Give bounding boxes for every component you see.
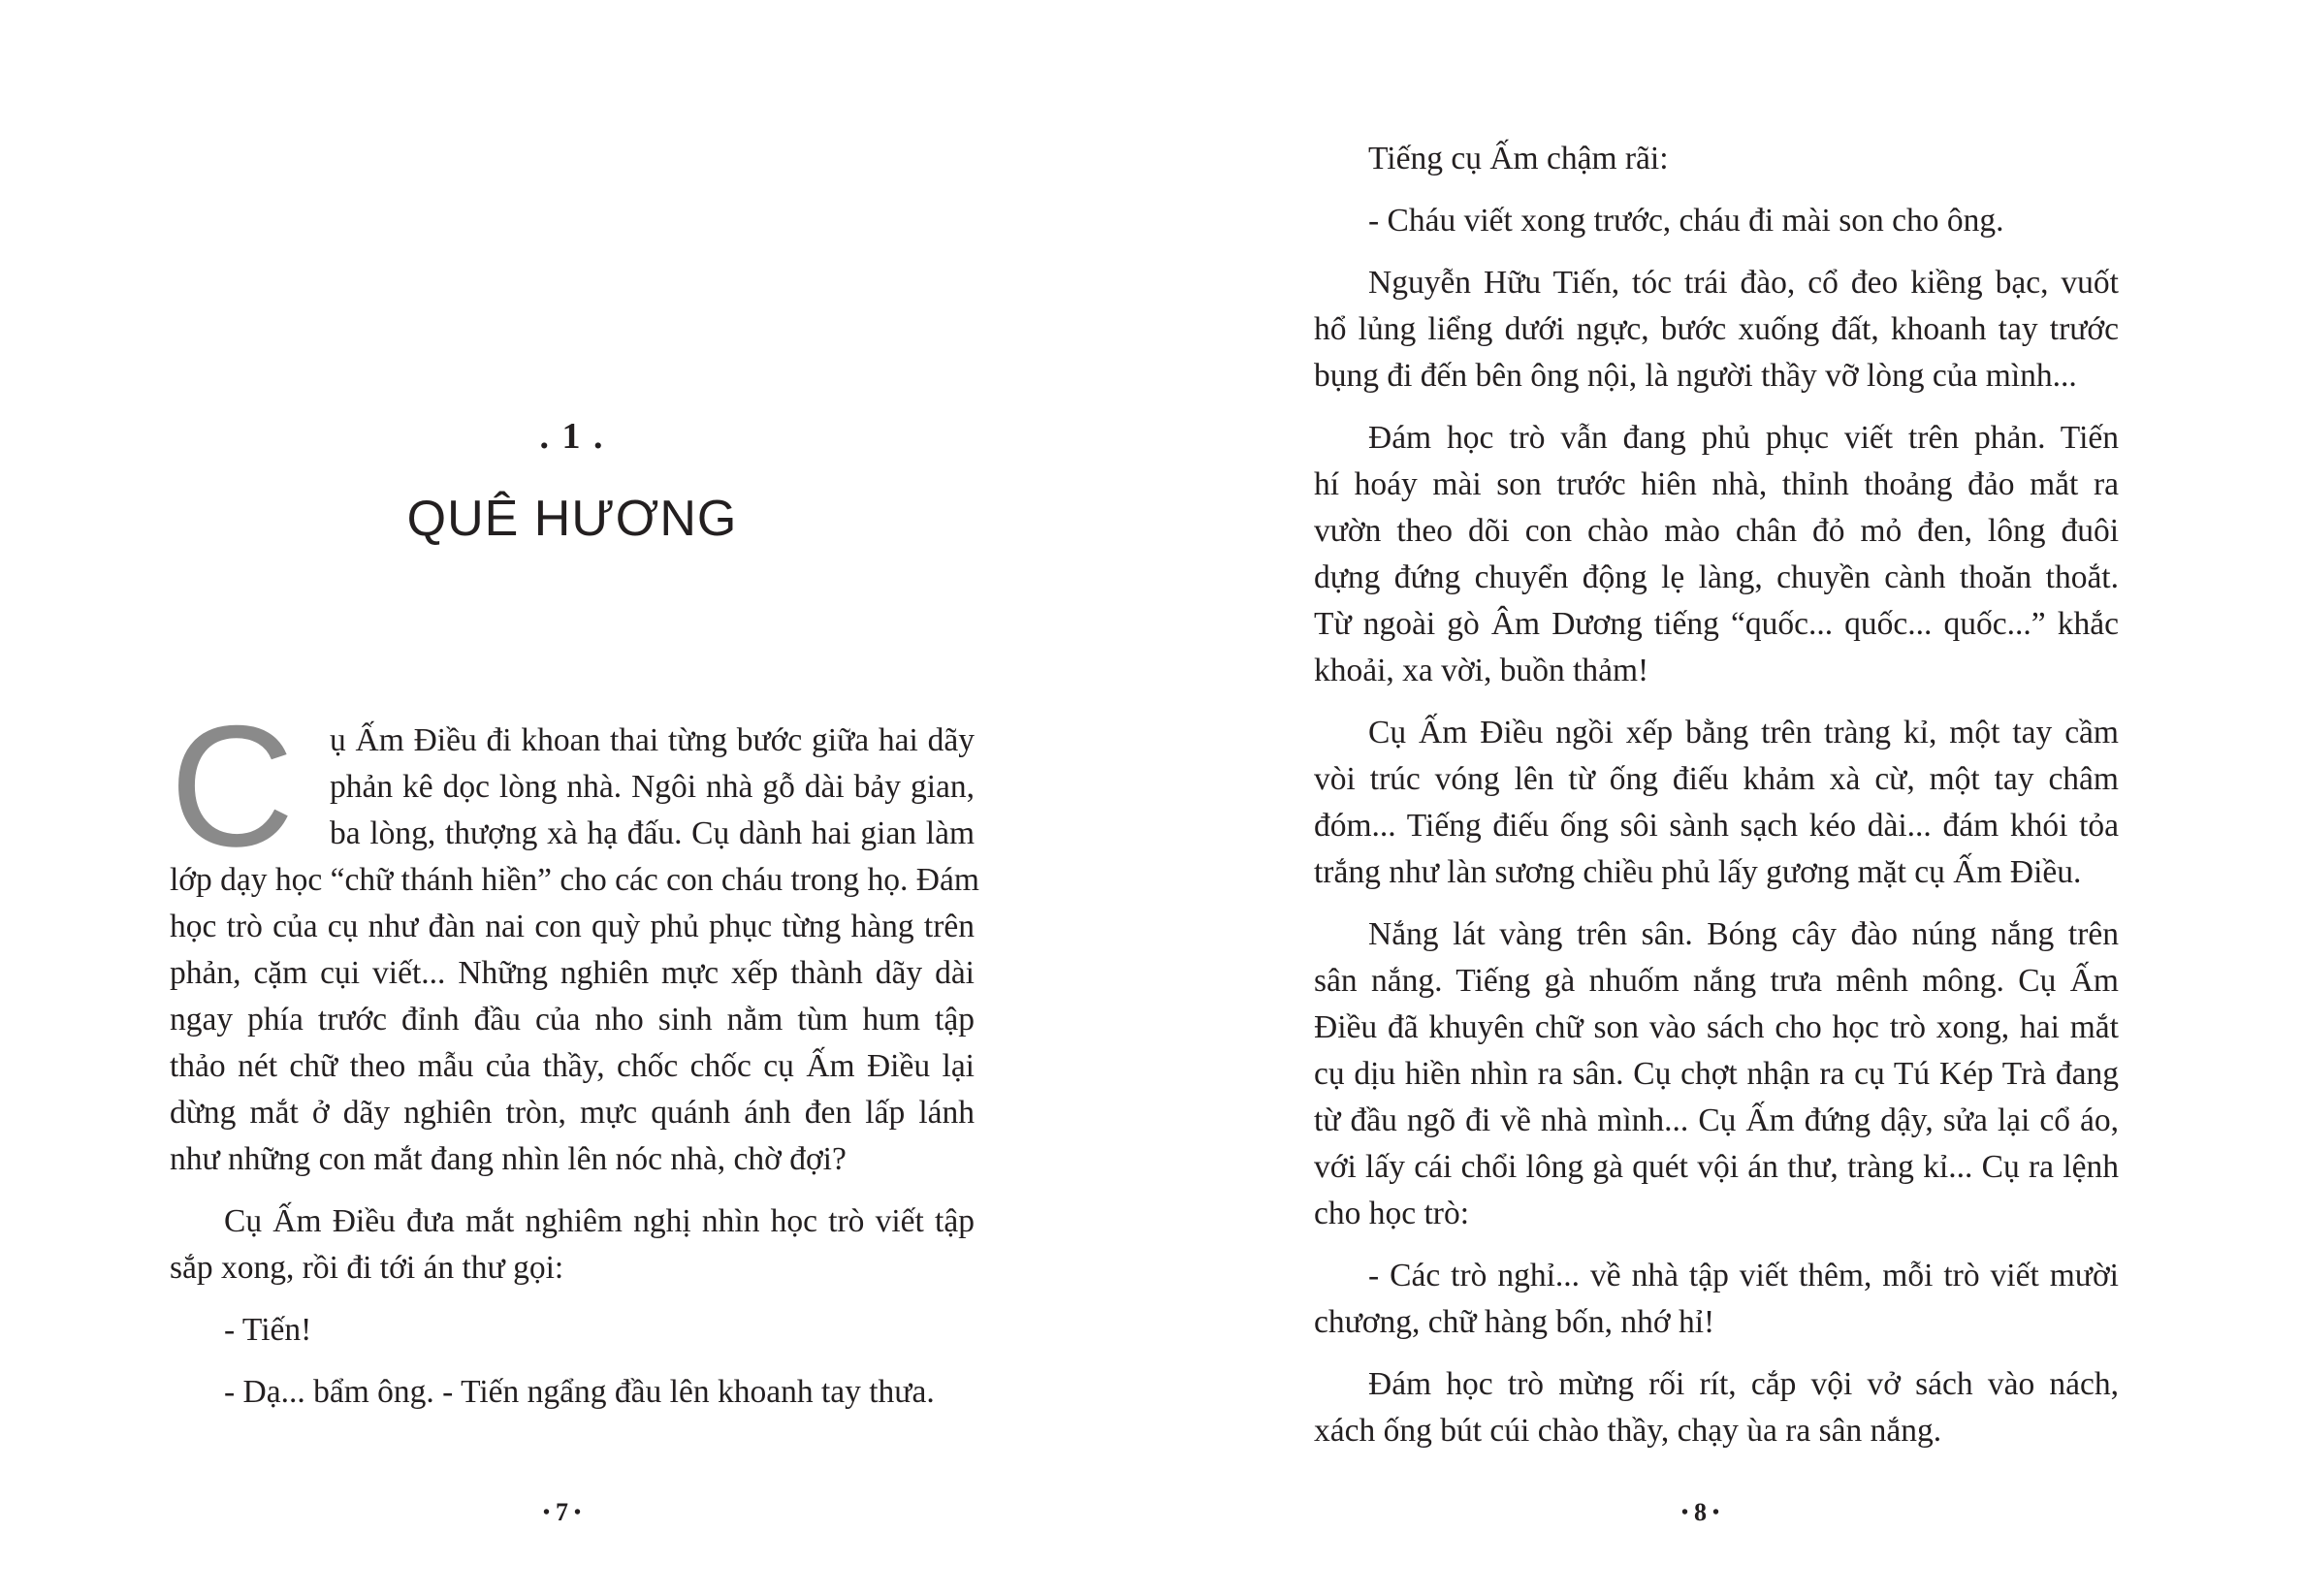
text-line: cụ dịu hiền nhìn ra sân. Cụ chợt nhận ra cụ Tú Kép Trà đang — [1314, 1056, 2119, 1092]
text-line: ụ Ấm Điều đi khoan thai từng bước giữa hai dãy — [330, 722, 975, 758]
text-line: Từ ngoài gò Âm Dương tiếng “quốc... quốc... quốc...” khắc — [1314, 606, 2119, 642]
text-line: phản kê dọc lòng nhà. Ngôi nhà gỗ dài bảy gian, — [330, 769, 975, 805]
text-line: Nắng lát vàng trên sân. Bóng cây đào núng nắng trên — [1368, 916, 2119, 952]
text-line: xách ống bút cúi chào thầy, chạy ùa ra sân nắng. — [1314, 1413, 1942, 1449]
text-line: khoải, xa vời, buồn thảm! — [1314, 653, 1649, 688]
text-line: chương, chữ hàng bốn, nhớ hỉ! — [1314, 1304, 1715, 1340]
text-line: - Tiến! — [224, 1312, 312, 1348]
left-page-text — [170, 718, 979, 1416]
text-line: bụng đi đến bên ông nội, là người thầy vỡ lòng của mình... — [1314, 358, 2077, 394]
text-line: học trò của cụ như đàn nai con quỳ phủ phục từng hàng trên — [170, 909, 975, 944]
text-line: thảo nét chữ theo mẫu của thầy, chốc chốc cụ Ấm Điều lại — [170, 1048, 975, 1084]
text-line: - Cháu viết xong trước, cháu đi mài son cho ông. — [1368, 203, 2004, 239]
text-line: sân nắng. Tiếng gà nhuốm nắng trưa mênh mông. Cụ Ấm — [1314, 963, 2119, 999]
drop-cap: C — [170, 689, 295, 882]
text-line: từ đầu ngõ đi về nhà mình... Cụ Ấm đứng dậy, sửa lại cổ áo, — [1314, 1102, 2119, 1138]
text-line: Đám học trò mừng rối rít, cắp vội vở sách vào nách, — [1368, 1366, 2119, 1402]
text-line: Cụ Ấm Điều ngồi xếp bằng trên tràng kỉ, một tay cầm — [1368, 715, 2119, 750]
text-line: phản, cặm cụi viết... Những nghiên mực xếp thành dãy dài — [170, 955, 975, 991]
text-line: dựng đứng chuyển động lẹ làng, chuyền cành thoăn thoắt. — [1314, 559, 2119, 595]
text-line: vòi trúc vóng lên từ ống điếu khảm xà cừ, một tay châm — [1314, 761, 2119, 797]
chapter-number: . 1 . — [539, 416, 605, 457]
text-line: Nguyễn Hữu Tiến, tóc trái đào, cổ đeo kiềng bạc, vuốt — [1368, 265, 2119, 301]
text-line: hí hoáy mài son trước hiên nhà, thỉnh thoảng đảo mắt ra — [1314, 466, 2119, 502]
text-line: ngay phía trước đỉnh đầu của nho sinh nằm tùm hum tập — [170, 1002, 975, 1037]
text-line: với lấy cái chổi lông gà quét vội án thư, tràng kỉ... Cụ ra lệnh — [1314, 1149, 2119, 1185]
text-line: ba lòng, thượng xà hạ đấu. Cụ dành hai gian làm — [330, 815, 975, 851]
text-line: trắng như làn sương chiều phủ lấy gương mặt cụ Ấm Điều. — [1314, 854, 2082, 890]
text-line: Đám học trò vẫn đang phủ phục viết trên phản. Tiến — [1368, 420, 2119, 456]
page-number: •8• — [1681, 1498, 1726, 1526]
text-line: sắp xong, rồi đi tới án thư gọi: — [170, 1250, 564, 1286]
text-line: Điều đã khuyên chữ son vào sách cho học trò xong, hai mắt — [1314, 1009, 2119, 1045]
text-line: vườn theo dõi con chào mào chân đỏ mỏ đen, lông đuôi — [1314, 513, 2119, 549]
text-line: Cụ Ấm Điều đưa mắt nghiêm nghị nhìn học trò viết tập — [224, 1203, 975, 1239]
text-line: - Các trò nghỉ... về nhà tập viết thêm, mỗi trò viết mười — [1368, 1258, 2119, 1293]
text-line: như những con mắt đang nhìn lên nóc nhà, chờ đợi? — [170, 1141, 847, 1177]
text-line: cho học trò: — [1314, 1196, 1470, 1231]
text-line: - Dạ... bẩm ông. - Tiến ngẩng đầu lên khoanh tay thưa. — [224, 1374, 935, 1410]
right-page-text — [1314, 136, 2119, 1454]
chapter-title: QUÊ HƯƠNG — [406, 491, 738, 547]
text-line: Tiếng cụ Ấm chậm rãi: — [1368, 141, 1669, 176]
left-page — [0, 0, 1151, 1596]
text-line: lớp dạy học “chữ thánh hiền” cho các con cháu trong họ. Đám — [170, 862, 979, 898]
text-line: dừng mắt ở dãy nghiên tròn, mực quánh ánh đen lấp lánh — [170, 1095, 975, 1131]
page-number: •7• — [543, 1498, 588, 1526]
text-line: hổ lủng liểng dưới ngực, bước xuống đất, khoanh tay trước — [1314, 311, 2119, 347]
text-line: đóm... Tiếng điếu ống sôi sành sạch kéo dài... đám khói tỏa — [1314, 808, 2119, 844]
